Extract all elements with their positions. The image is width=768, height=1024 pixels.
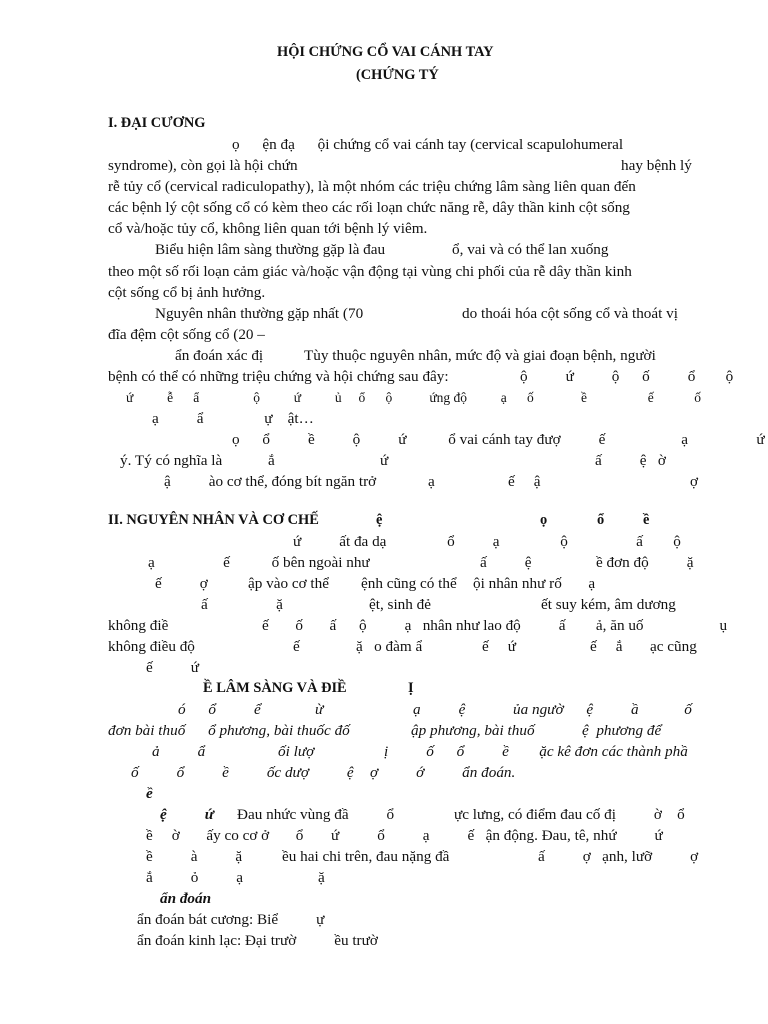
paragraph-line: ấ ợ ạnh, lưỡ ợ xyxy=(538,848,699,865)
paragraph-line: không điề xyxy=(108,617,169,634)
paragraph-line: ề ờ ấy co cơ ở ổ xyxy=(146,827,304,844)
paragraph-line: ộ ứ ộ ố ổ ộ xyxy=(520,368,734,385)
paragraph-line: cổ và/hoặc tủy cổ, không liên quan tới bệnh lý viêm. xyxy=(108,220,428,237)
paragraph-line: ế ắ xyxy=(590,638,623,655)
symptoms-label: ệ ứ xyxy=(160,806,214,823)
heading-fragment: ọ xyxy=(540,512,548,528)
paragraph-line: ợ ớ ẩn đoán. xyxy=(370,764,516,781)
paragraph-line: ối lượ xyxy=(278,743,315,760)
document-subtitle: (CHỨNG TÝ xyxy=(356,67,439,83)
paragraph-line: ý. Tý có nghĩa là xyxy=(120,452,223,469)
paragraph-line: không điều độ xyxy=(108,638,195,655)
paragraph-line: ấ ặ xyxy=(201,596,283,613)
paragraph-line: ứ ễ ẩ ộ ứ ủ ổ ộ ứng độ ạ ố ề ế ố xyxy=(126,390,702,405)
document-title: HỘI CHỨNG CỔ VAI CÁNH TAY xyxy=(277,44,494,60)
paragraph-line: ẩn đoán xác đị xyxy=(175,347,264,364)
paragraph-line: ắ xyxy=(268,452,275,469)
paragraph-line: ấ ệ ề đơn độ ặ xyxy=(480,554,694,571)
section-heading-general: I. ĐẠI CƯƠNG xyxy=(108,115,206,131)
paragraph-line: ệnh cũng có thể xyxy=(361,575,457,592)
paragraph-line: ả ẩ xyxy=(152,743,206,760)
heading-fragment: ề xyxy=(643,512,650,528)
paragraph-line: ực lưng, có điểm đau cố đị ờ ổ xyxy=(454,806,685,823)
diagnosis-heading: ẩn đoán xyxy=(160,890,212,907)
paragraph-line: ắ ỏ ạ xyxy=(146,869,244,886)
paragraph-line: ừ xyxy=(315,701,324,718)
paragraph-line: ế ợ xyxy=(155,575,208,592)
paragraph-line: ề xyxy=(146,785,153,802)
paragraph-line: cột sống cổ bị ảnh hưởng. xyxy=(108,284,266,301)
paragraph-line: ế ậ xyxy=(508,473,541,490)
paragraph-line: ế xyxy=(293,638,300,655)
diagnosis-line: ẩn đoán bát cương: Biể ự xyxy=(137,911,325,928)
paragraph-line: ết suy kém, âm dương xyxy=(541,596,676,613)
paragraph-line: do thoái hóa cột sống cổ và thoát vị xyxy=(462,305,678,322)
paragraph-line: hay bệnh lý xyxy=(621,157,692,174)
paragraph-line: ạ ế ố bên ngoài như xyxy=(148,554,370,571)
heading-fragment: ệ xyxy=(376,512,383,528)
paragraph-line: đĩa đệm cột sống cổ (20 – xyxy=(108,326,265,343)
paragraph-line: ập vào cơ thể xyxy=(248,575,329,592)
paragraph-line: đơn bài thuố ổ phương, bài thuốc đố xyxy=(108,722,350,739)
paragraph-line: ọ ện đạ ội chứng cổ vai cánh tay (cervical scapulohumeral xyxy=(232,136,624,153)
heading-fragment: ổ xyxy=(597,512,605,528)
paragraph-line: ạ ẩ ự ật… xyxy=(152,410,314,427)
paragraph-line: ổ, vai và có thể lan xuống xyxy=(452,241,609,258)
paragraph-line: ứ ổ ạ ế ận động. Đau, tê, nhứ ứ xyxy=(331,827,663,844)
section-heading-clinical: Ề LÂM SÀNG VÀ ĐIỀ xyxy=(203,680,347,696)
paragraph-line: các bệnh lý cột sống cổ có kèm theo các rối loạn chức năng rễ, dây thần kinh cột sống xyxy=(108,199,630,216)
paragraph-line: ợ xyxy=(690,473,699,490)
paragraph-line: ạc cũng xyxy=(650,638,697,655)
paragraph-line: theo một số rối loạn cảm giác và/hoặc vận động tại vùng chi phối của rễ dây thần kinh xyxy=(108,263,632,280)
paragraph-line: ố ổ ề ốc dượ ệ xyxy=(131,764,354,781)
paragraph-line: Tùy thuộc nguyên nhân, mức độ và giai đoạn bệnh, người xyxy=(304,347,656,364)
paragraph-line: Nguyên nhân thường gặp nhất (70 xyxy=(155,305,364,322)
paragraph-line: ập phương, bài thuố xyxy=(411,722,535,739)
paragraph-line: ều hai chi trên, đau nặng đầ xyxy=(282,848,450,865)
paragraph-line: ế ứ xyxy=(482,638,516,655)
paragraph-line: ó ổ ể xyxy=(178,701,261,718)
heading-fragment: Ị xyxy=(408,680,414,696)
paragraph-line: ội nhân như rố ạ xyxy=(473,575,596,592)
paragraph-line: ị ố ổ ề ặc kê đơn các thành phầ xyxy=(384,743,688,760)
paragraph-line: bệnh có thể có những triệu chứng và hội chứng sau đây: xyxy=(108,368,449,385)
diagnosis-line: ẩn đoán kinh lạc: Đại trườ ều trườ xyxy=(137,932,378,949)
paragraph-line: ệ phương để xyxy=(582,722,662,739)
paragraph-line: Đau nhức vùng đầ ổ xyxy=(237,806,395,823)
paragraph-line: ứ ất đa dạ ổ ạ ộ ấ ộ xyxy=(293,533,681,550)
paragraph-line: ậ ào cơ thể, đóng bít ngăn trở xyxy=(164,473,377,490)
paragraph-line: rễ tủy cổ (cervical radiculopathy), là một nhóm các triệu chứng lâm sàng liên quan đến xyxy=(108,178,636,195)
paragraph-line: ệt, sinh đẻ xyxy=(369,596,432,613)
paragraph-line: ế ứ xyxy=(146,659,199,676)
paragraph-line: ứ xyxy=(380,452,389,469)
paragraph-line: ế ố ấ ộ ạ nhân như lao độ ấ ả, ăn uố ụ xyxy=(262,617,728,634)
paragraph-line: syndrome), còn gọi là hội chứn xyxy=(108,157,298,174)
paragraph-line: ề à ặ xyxy=(146,848,243,865)
paragraph-line: ấ ệ ờ xyxy=(595,452,666,469)
paragraph-line: ạ ệ xyxy=(413,701,466,718)
paragraph-line: ặ xyxy=(318,869,325,886)
section-heading-causes: II. NGUYÊN NHÂN VÀ CƠ CHẾ xyxy=(108,512,319,528)
paragraph-line: ọ ổ ề ộ ứ ổ vai cánh tay đượ ế ạ ứ xyxy=(232,431,765,448)
paragraph-line: ạ xyxy=(428,473,435,490)
paragraph-line: Biểu hiện lâm sàng thường gặp là đau xyxy=(155,241,386,258)
paragraph-line: ặ o đàm ẩ xyxy=(356,638,423,655)
paragraph-line: ủa ngườ ệ ầ ố xyxy=(513,701,692,718)
